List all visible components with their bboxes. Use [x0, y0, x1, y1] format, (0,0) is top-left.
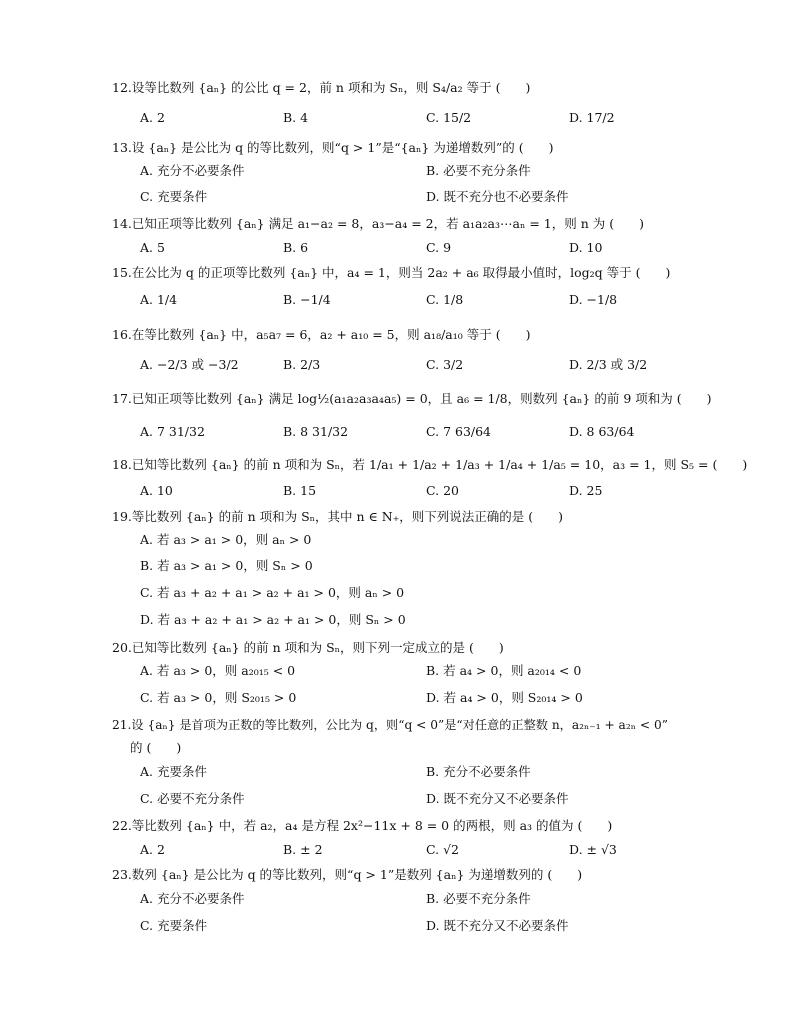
option-a: A. 充分不必要条件	[140, 163, 245, 178]
option-a: A. 2	[140, 842, 165, 857]
question-21-continuation: 的 ( )	[130, 740, 182, 755]
option-b: B. 充分不必要条件	[426, 764, 531, 779]
question-number: 20.	[112, 640, 132, 655]
option-a: A. 1/4	[140, 292, 178, 307]
option-b: B. −1/4	[283, 292, 331, 307]
option-d: D. 既不充分又不必要条件	[426, 791, 569, 806]
option-d: D. 若 a₄ > 0，则 S₂₀₁₄ > 0	[426, 690, 583, 705]
question-stem: 在等比数列 {aₙ} 中，a₅a₇ = 6，a₂ + a₁₀ = 5，则 a₁₈/a₁₀ 等于 ( )	[131, 327, 531, 342]
question-stem: 设 {aₙ} 是公比为 q 的等比数列，则“q > 1”是“{aₙ} 为递增数列”的 ( )	[131, 140, 554, 155]
question-stem: 数列 {aₙ} 是公比为 q 的等比数列，则“q > 1”是数列 {aₙ} 为递增数列的 ( )	[131, 867, 583, 882]
option-d: D. 2/3 或 3/2	[569, 357, 648, 372]
option-c: C. 20	[426, 483, 459, 498]
option-a: A. 充要条件	[140, 764, 207, 779]
question-16	[112, 327, 692, 343]
question-17	[112, 391, 712, 407]
option-d: D. 25	[569, 483, 603, 498]
question-15	[112, 265, 692, 281]
option-b: B. 必要不充分条件	[426, 163, 531, 178]
option-c: C. 充要条件	[140, 918, 208, 933]
option-b: B. 必要不充分条件	[426, 891, 531, 906]
option-b: B. 15	[283, 483, 317, 498]
question-19	[112, 509, 692, 525]
question-stem: 已知正项等比数列 {aₙ} 满足 a₁−a₂ = 8，a₃−a₄ = 2，若 a₁a₂a₃⋯aₙ = 1，则 n 为 ( )	[131, 216, 644, 231]
question-23	[112, 867, 692, 883]
option-b: B. 8 31/32	[283, 424, 349, 439]
question-stem: 设等比数列 {aₙ} 的公比 q = 2，前 n 项和为 Sₙ，则 S₄/a₂ 等于 ( )	[131, 80, 531, 95]
question-stem: 已知正项等比数列 {aₙ} 满足 log½(a₁a₂a₃a₄a₅) = 0，且 a₆ = 1/8，则数列 {aₙ} 的前 9 项和为 ( )	[131, 391, 712, 406]
option-c: C. 3/2	[426, 357, 464, 372]
option-d: D. 17/2	[569, 110, 615, 125]
question-13	[112, 140, 692, 156]
option-c: C. 若 a₃ > 0，则 S₂₀₁₅ > 0	[140, 690, 297, 705]
option-c: C. 7 63/64	[426, 424, 492, 439]
option-b: B. ± 2	[283, 842, 323, 857]
option-d: D. 既不充分也不必要条件	[426, 189, 569, 204]
option-b: B. 若 a₃ > a₁ > 0，则 Sₙ > 0	[140, 558, 313, 573]
option-c: C. √2	[426, 842, 459, 857]
question-stem: 等比数列 {aₙ} 的前 n 项和为 Sₙ，其中 n ∈ N₊，则下列说法正确的是 ( )	[131, 509, 564, 524]
option-d: D. 既不充分又不必要条件	[426, 918, 569, 933]
question-21	[112, 717, 712, 733]
question-number: 19.	[112, 509, 132, 524]
option-a: A. 7 31/32	[140, 424, 205, 439]
option-a: A. 充分不必要条件	[140, 891, 245, 906]
option-c: C. 必要不充分条件	[140, 791, 245, 806]
option-b: B. 4	[283, 110, 309, 125]
question-number: 12.	[112, 80, 132, 95]
option-a: A. 10	[140, 483, 173, 498]
question-number: 13.	[112, 140, 132, 155]
question-stem: 设 {aₙ} 是首项为正数的等比数列，公比为 q，则“q < 0”是“对任意的正整数 n，a₂ₙ₋₁ + a₂ₙ < 0”	[131, 718, 668, 732]
question-number: 18.	[112, 457, 132, 472]
option-b: B. 2/3	[283, 357, 321, 372]
option-c: C. 1/8	[426, 292, 464, 307]
question-18	[112, 457, 748, 473]
question-20	[112, 640, 692, 656]
option-d: D. 若 a₃ + a₂ + a₁ > a₂ + a₁ > 0，则 Sₙ > 0	[140, 612, 406, 627]
question-14	[112, 216, 692, 232]
option-d: D. ± √3	[569, 842, 617, 857]
option-b: B. 6	[283, 240, 309, 255]
question-number: 21.	[112, 718, 132, 732]
option-a: A. 2	[140, 110, 165, 125]
question-stem: 已知等比数列 {aₙ} 的前 n 项和为 Sₙ，若 1/a₁ + 1/a₂ + 1/a₃ + 1/a₄ + 1/a₅ = 10，a₃ = 1，则 S₅ = ( )	[131, 457, 748, 472]
option-a: A. 若 a₃ > a₁ > 0，则 aₙ > 0	[140, 532, 312, 547]
question-number: 16.	[112, 327, 132, 342]
option-a: A. −2/3 或 −3/2	[140, 357, 239, 372]
option-c: C. 9	[426, 240, 452, 255]
option-d: D. −1/8	[569, 292, 618, 307]
question-12	[112, 80, 692, 96]
question-number: 14.	[112, 216, 132, 231]
option-a: A. 5	[140, 240, 165, 255]
option-d: D. 8 63/64	[569, 424, 635, 439]
question-number: 23.	[112, 867, 132, 882]
question-number: 17.	[112, 391, 132, 406]
question-stem: 已知等比数列 {aₙ} 的前 n 项和为 Sₙ，则下列一定成立的是 ( )	[131, 640, 504, 655]
option-c: C. 充要条件	[140, 189, 208, 204]
question-number: 15.	[112, 265, 132, 280]
question-stem: 等比数列 {aₙ} 中，若 a₂，a₄ 是方程 2x²−11x + 8 = 0 的两根，则 a₃ 的值为 ( )	[131, 818, 613, 833]
option-c: C. 若 a₃ + a₂ + a₁ > a₂ + a₁ > 0，则 aₙ > 0	[140, 585, 405, 600]
question-22	[112, 818, 692, 834]
question-number: 22.	[112, 818, 132, 833]
option-a: A. 若 a₃ > 0，则 a₂₀₁₅ < 0	[140, 663, 296, 678]
option-b: B. 若 a₄ > 0，则 a₂₀₁₄ < 0	[426, 663, 582, 678]
option-d: D. 10	[569, 240, 603, 255]
option-c: C. 15/2	[426, 110, 472, 125]
question-stem: 在公比为 q 的正项等比数列 {aₙ} 中，a₄ = 1，则当 2a₂ + a₆ 取得最小值时，log₂q 等于 ( )	[131, 265, 671, 280]
